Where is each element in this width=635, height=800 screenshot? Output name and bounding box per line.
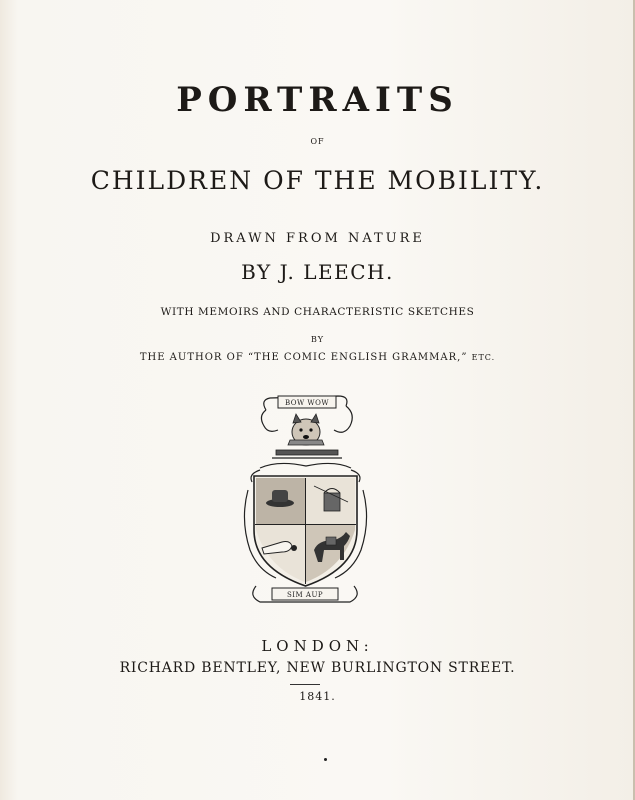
- wreath-bar: [272, 450, 342, 458]
- bottom-motto-scroll: [253, 586, 357, 602]
- coat-of-arms-illustration: [238, 390, 373, 612]
- drawn-from-nature: DRAWN FROM NATURE: [210, 231, 425, 246]
- title-connector-of: OF: [310, 137, 325, 146]
- dog-head-icon: [288, 414, 324, 445]
- imprint-year: 1841.: [299, 690, 336, 703]
- book-subtitle: CHILDREN OF THE MOBILITY.: [90, 166, 545, 195]
- author-credit: [0, 352, 635, 363]
- motto-bottom-text: SIM AUP: [286, 591, 324, 599]
- by-connector: BY: [310, 335, 325, 344]
- author-credit-main: THE AUTHOR OF “THE COMIC ENGLISH GRAMMAR,”: [139, 352, 468, 363]
- shield-icon: [254, 476, 357, 586]
- imprint-city: LONDON:: [261, 637, 374, 655]
- page-speck: [324, 758, 327, 761]
- memoirs-line: WITH MEMOIRS AND CHARACTERISTIC SKETCHES: [160, 306, 475, 318]
- motto-top-text: BOW WOW: [284, 399, 330, 407]
- imprint-publisher: RICHARD BENTLEY, NEW BURLINGTON STREET.: [119, 660, 516, 676]
- author-credit-etc: ETC.: [471, 353, 496, 362]
- illustrator-credit: BY J. LEECH.: [241, 260, 394, 284]
- book-title: PORTRAITS: [176, 80, 459, 120]
- imprint-divider: [290, 684, 320, 685]
